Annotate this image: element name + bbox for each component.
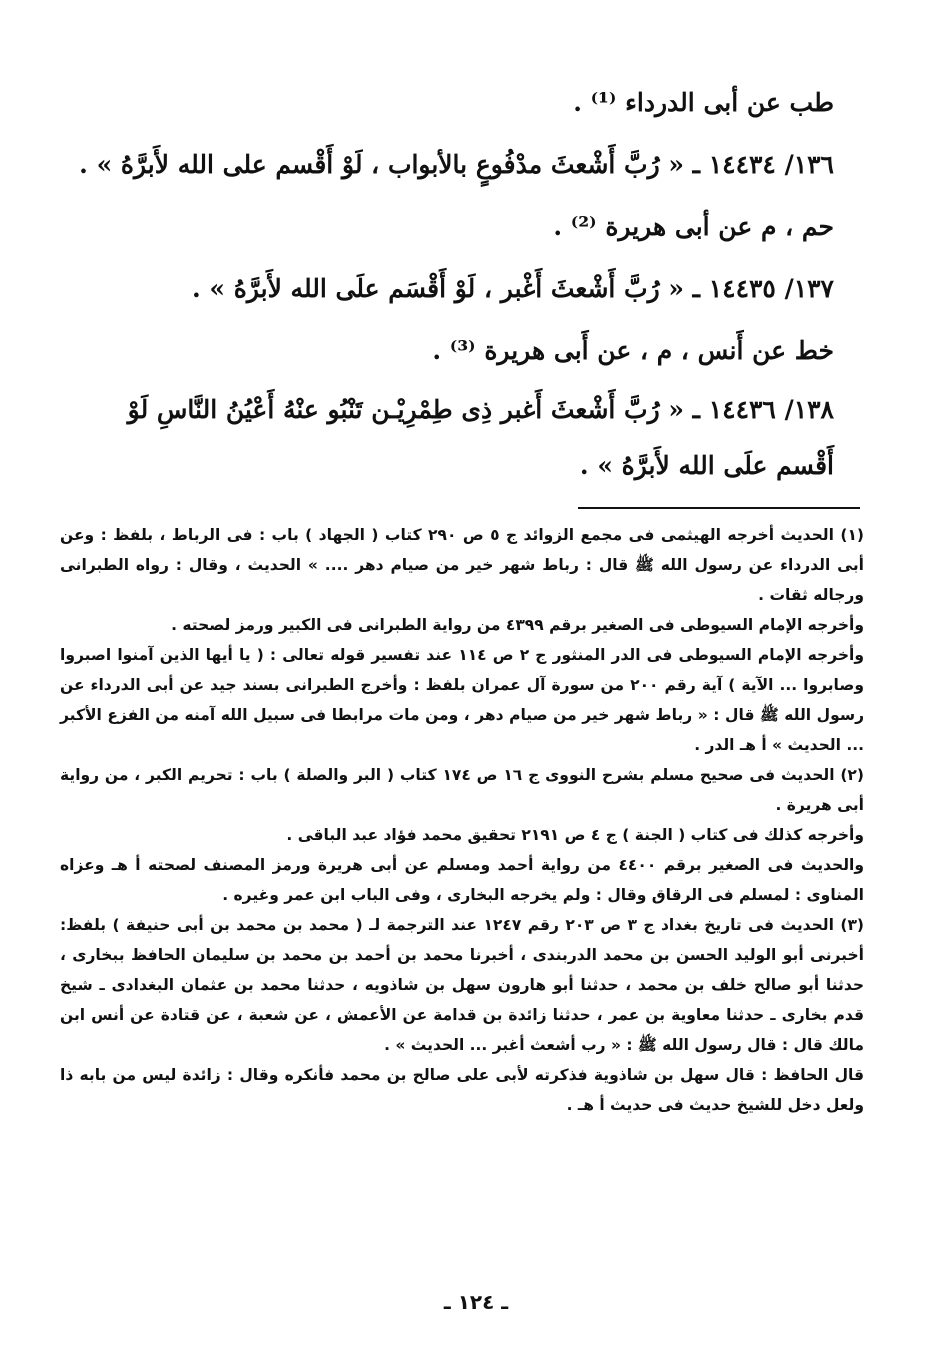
footnote-paragraph: (٢) الحديث فى صحيح مسلم بشرح النووى ج ١٦ ص ١٧٤ كتاب ( البر والصلة ) باب : تحريم الكبر ، من رواية أبى هريرة . (60, 766, 864, 814)
footnote-paragraph: والحديث فى الصغير برقم ٤٤٠٠ من رواية أحمد ومسلم عن أبى هريرة ورمز المصنف لصحته أ هـ وعزاه المناوى : لمسلم فى الرقاق وقال : ولم يخرجه البخارى ، وفى الباب ابن عمر وغيره . (60, 856, 864, 904)
footnote-paragraph: (١) الحديث أخرجه الهيثمى فى مجمع الزوائد ج ٥ ص ٢٩٠ كتاب ( الجهاد ) باب : فى الرباط ، بلفظ : وعن أبى الدرداء عن رسول الله ﷺ قال : رباط شهر خير من صيام دهر .... » الحديث ، وقال : رواه الطبرانى ورجاله ثقات . (60, 526, 864, 604)
hadith-source-line: حم ، م عن أبى هريرة ⁽²⁾ . (553, 212, 834, 241)
footnote-1 (60, 520, 864, 760)
hadith-line: ١٣٨/ ١٤٤٣٦ ـ « رُبَّ أَشْعثَ أَغبر ذِى طِمْرِيْـن تَنْبُو عنْهُ أَعْيُنُ النَّاسِ لَوْ أَقْسم علَى الله لأَبرَّهُ » . (127, 395, 834, 480)
footnote-3 (60, 910, 864, 1120)
footnote-paragraph: وأخرجه الإمام السيوطى فى الدر المنثور ج ٢ ص ١١٤ عند تفسير قوله تعالى : ( يا أيها الذين آمنوا اصبروا وصابروا ... الآية ) آية رقم ٢٠٠ من سورة آل عمران بلفظ : وأخرج الطبرانى بسند جيد عن أبى الدرداء عن رسول الله ﷺ قال : « رباط شهر خير من صيام دهر ، ومن مات مرابطا فى سبيل الله آمنه من الفزع الأكبر ... الحديث » أ هـ الدر . (60, 646, 864, 754)
footnotes (60, 520, 864, 1120)
footnote-2 (60, 760, 864, 910)
hadith-source-line: طب عن أبى الدرداء ⁽¹⁾ . (573, 88, 834, 117)
hadith-line: ١٣٧/ ١٤٤٣٥ ـ « رُبَّ أَشْعثَ أَغْبر ، لَوْ أَقْسَم علَى الله لأَبرَّهُ » . (192, 274, 834, 303)
footnote-paragraph: قال الحافظ : قال سهل بن شاذوية فذكرته لأبى على صالح بن محمد فأنكره وقال : زائدة ليس من بابه ذا ولعل دخل للشيخ حديث فى حديث أ هـ . (60, 1066, 864, 1114)
hadith-line: ١٣٦/ ١٤٤٣٤ ـ « رُبَّ أَشْعثَ مدْفُوعٍ بالأبواب ، لَوْ أَقْسم على الله لأَبرَّهُ » . (79, 150, 834, 179)
footnote-paragraph: وأخرجه كذلك فى كتاب ( الجنة ) ج ٤ ص ٢١٩١ تحقيق محمد فؤاد عبد الباقى . (286, 826, 864, 844)
page-number: ـ ١٢٤ ـ (443, 1290, 509, 1314)
footnote-paragraph: وأخرجه الإمام السيوطى فى الصغير برقم ٤٣٩٩ من رواية الطبرانى فى الكبير ورمز لصحته . (171, 616, 864, 634)
main-text (70, 72, 834, 494)
hadith-source-line: خط عن أَنس ، م ، عن أَبى هريرة ⁽³⁾ . (432, 336, 834, 365)
footnote-separator (578, 507, 860, 509)
footnote-paragraph: (٣) الحديث فى تاريخ بغداد ج ٣ ص ٢٠٣ رقم ١٢٤٧ عند الترجمة لـ ( محمد بن محمد بن أبى حنيفة ) بلفظ: أخبرنى أبو الوليد الحسن بن محمد الدربندى ، أخبرنا محمد بن أحمد بن محمد بن سليمان الحافظ ببخارى ، حدثنا أبو صالح خلف بن محمد ، حدثنا أبو هارون سهل بن شاذويه ، حدثنا محمد بن عثمان البغدادى ـ شيخ قدم بخارى ـ حدثنا معاوية بن عمر ، حدثنا زائدة بن قدامة عن الأعمش ، عن شعبة ، عن قتادة عن أنس ابن مالك قال : قال رسول الله ﷺ : « رب أشعث أغبر ... الحديث » . (60, 916, 865, 1054)
